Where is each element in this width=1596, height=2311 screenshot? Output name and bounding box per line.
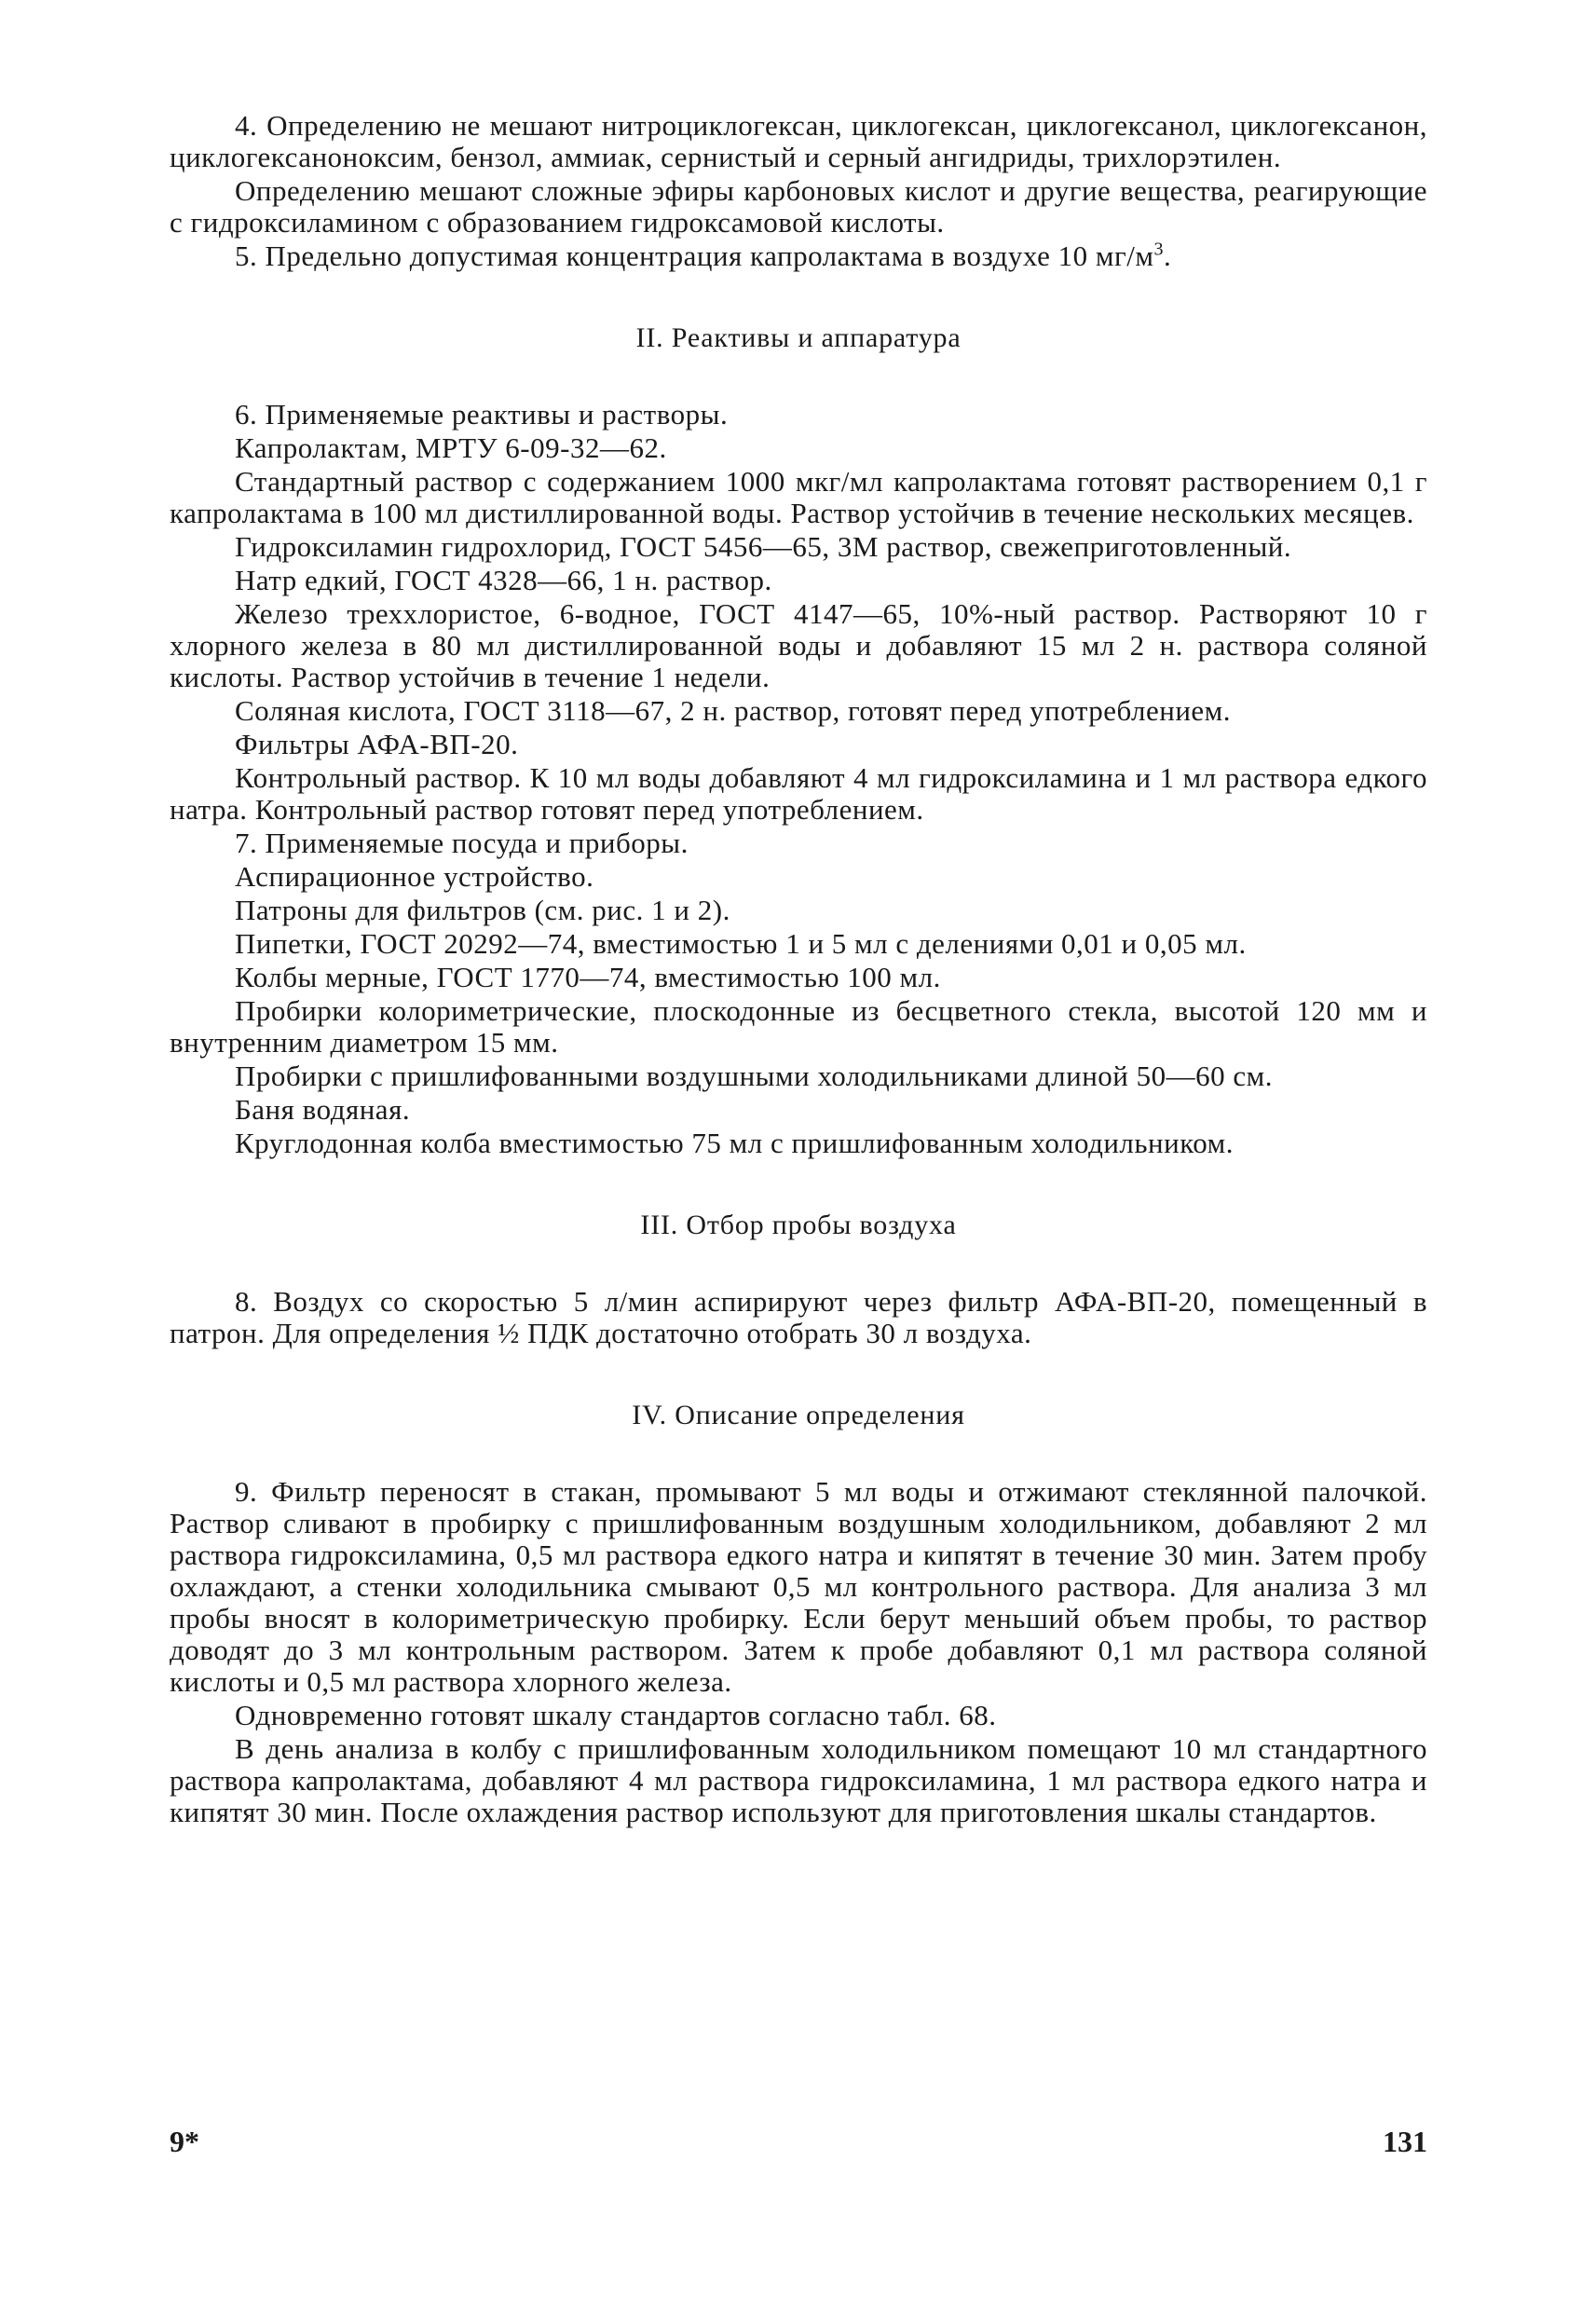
document-page bbox=[170, 110, 1427, 1830]
paragraph-9: 9. Фильтр переносят в стакан, промывают 5 мл воды и отжимают стеклянной палочкой. Раствор сливают в пробирку с пришлифованным воздушным холодильником, добавляют 2 мл раствора гидроксиламина, 0,5 мл раствора едкого натра и кипятят в течение 30 мин. Затем пробу охлаждают, а стенки холодильника смывают 0,5 мл контрольного раствора. Для анализа 3 мл пробы вносят в колориметрическую пробирку. Если берут меньший объем пробы, то раствор доводят до 3 мл контрольным раствором. Затем к пробе добавляют 0,1 мл раствора соляной кислоты и 0,5 мл раствора хлорного железа. bbox=[170, 1475, 1427, 1698]
paragraph-4: 4. Определению не мешают нитроциклогексан, циклогексан, циклогексанол, циклогексанон, циклогексаноноксим, бензол, аммиак, сернистый и серный ангидриды, трихлорэтилен. bbox=[170, 109, 1427, 173]
equipment-item: Пипетки, ГОСТ 20292—74, вместимостью 1 и 5 мл с делениями 0,01 и 0,05 мл. bbox=[235, 927, 1247, 960]
reagent-item: 6. Применяемые реактивы и растворы. bbox=[235, 398, 729, 431]
reagent-item: Контрольный раствор. К 10 мл воды добавляют 4 мл гидроксиламина и 1 мл раствора едкого натра. Контрольный раствор готовят перед употреблением. bbox=[170, 761, 1427, 826]
paragraph-8-part-b: ПДК достаточно отобрать 30 л воздуха. bbox=[519, 1317, 1032, 1349]
section-heading-reagents: II. Реактивы и аппаратура bbox=[635, 322, 962, 353]
printer-signature: 9* bbox=[170, 2125, 199, 2158]
paragraph-5-end: . bbox=[1163, 239, 1172, 272]
reagent-item: Капролактам, МРТУ 6-09-32—62. bbox=[235, 431, 667, 464]
reagent-item: Гидроксиламин гидрохлорид, ГОСТ 5456—65, 3М раствор, свежеприготовленный. bbox=[235, 530, 1292, 563]
paragraph-4-interference: Определению мешают сложные эфиры карбоновых кислот и другие вещества, реагирующие с гидроксиламином с образованием гидроксамовой кислоты. bbox=[170, 174, 1427, 239]
reagent-item: Железо треххлористое, 6-водное, ГОСТ 4147—65, 10%-ный раствор. Растворяют 10 г хлорного железа в 80 мл дистиллированной воды и добавляют 15 мл 2 н. раствора соляной кислоты. Раствор устойчив в течение 1 недели. bbox=[170, 597, 1427, 693]
paragraph-5-text: 5. Предельно допустимая концентрация капролактама в воздухе 10 мг/м bbox=[235, 239, 1154, 272]
paragraph-5-superscript: 3 bbox=[1153, 239, 1164, 260]
equipment-item: Колбы мерные, ГОСТ 1770—74, вместимостью 100 мл. bbox=[235, 961, 941, 993]
reagent-item: Фильтры АФА-ВП-20. bbox=[235, 728, 519, 760]
section-heading-procedure: IV. Описание определения bbox=[632, 1400, 965, 1430]
paragraph-8 bbox=[170, 1286, 1427, 1349]
equipment-item: Патроны для фильтров (см. рис. 1 и 2). bbox=[235, 894, 730, 926]
reagent-item: Соляная кислота, ГОСТ 3118—67, 2 н. раствор, готовят перед употреблением. bbox=[235, 694, 1232, 727]
page-number: 131 bbox=[1383, 2125, 1427, 2158]
equipment-item: Пробирки с пришлифованными воздушными холодильниками длиной 50—60 см. bbox=[235, 1060, 1274, 1092]
equipment-item: Круглодонная колба вместимостью 75 мл с пришлифованным холодильником. bbox=[235, 1127, 1234, 1159]
equipment-item: 7. Применяемые посуда и приборы. bbox=[235, 827, 689, 859]
paragraph-10: Одновременно готовят шкалу стандартов согласно табл. 68. bbox=[235, 1699, 997, 1731]
paragraph-11: В день анализа в колбу с пришлифованным холодильником помещают 10 мл стандартного раствора капролактама, добавляют 4 мл раствора гидроксиламина, 1 мл раствора едкого натра и кипятят 30 мин. После охлаждения раствор используют для приготовления шкалы стандартов. bbox=[170, 1732, 1427, 1828]
paragraph-8-fraction: ½ bbox=[498, 1317, 520, 1349]
equipment-item: Баня водяная. bbox=[235, 1093, 411, 1126]
equipment-item: Пробирки колориметрические, плоскодонные из бесцветного стекла, высотой 120 мм и внутренним диаметром 15 мм. bbox=[170, 994, 1427, 1059]
reagent-item: Стандартный раствор с содержанием 1000 мкг/мл капролактама готовят растворением 0,1 г капролактама в 100 мл дистиллированной воды. Раствор устойчив в течение нескольких месяцев. bbox=[170, 465, 1427, 529]
section-heading-sampling: III. Отбор пробы воздуха bbox=[640, 1210, 957, 1240]
paragraph-8-part-a: 8. Воздух со скоростью 5 л/мин аспирируют через фильтр АФА-ВП-20, помещенный в патрон. Для определения bbox=[170, 1285, 1427, 1349]
reagent-item: Натр едкий, ГОСТ 4328—66, 1 н. раствор. bbox=[235, 564, 772, 596]
paragraph-5 bbox=[170, 240, 1427, 272]
equipment-item: Аспирационное устройство. bbox=[235, 860, 594, 893]
